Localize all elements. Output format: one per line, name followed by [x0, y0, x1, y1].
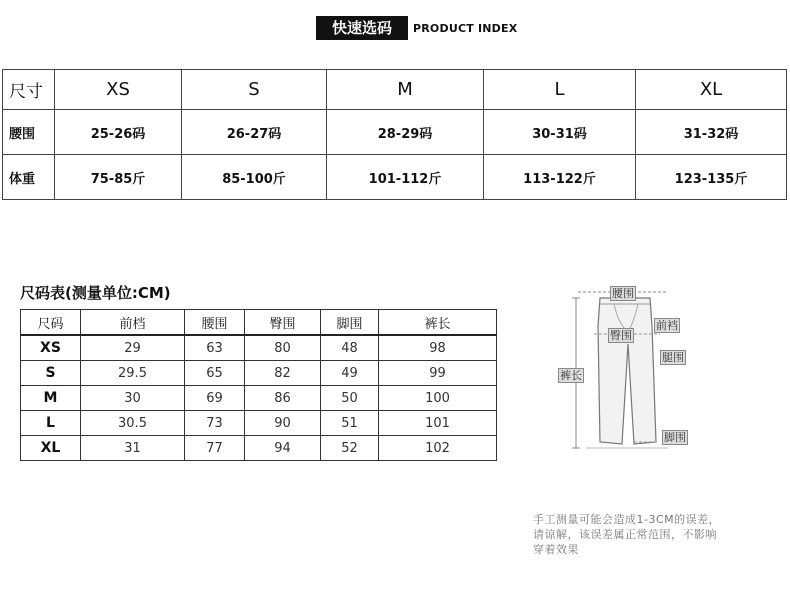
value-cell: 63: [185, 335, 245, 361]
col-header: 腰围: [185, 310, 245, 336]
quick-cell: XS: [55, 70, 182, 110]
quick-cell: S: [182, 70, 327, 110]
quick-cell: L: [484, 70, 636, 110]
value-cell: 80: [245, 335, 321, 361]
quick-row-weight: [3, 155, 787, 200]
value-cell: 30.5: [81, 411, 185, 436]
label-thigh: 腿围: [662, 351, 684, 364]
size-cell: M: [21, 386, 81, 411]
table-row: [21, 361, 497, 386]
quick-cell: 28-29码: [327, 110, 484, 155]
value-cell: 102: [379, 436, 497, 461]
header-title: 快速选码: [316, 16, 408, 40]
quick-row-label: 体重: [3, 155, 55, 200]
size-cell: L: [21, 411, 81, 436]
quick-cell: 31-32码: [636, 110, 787, 155]
value-cell: 51: [321, 411, 379, 436]
page-header: [0, 16, 790, 42]
pants-measurement-diagram: [548, 282, 708, 458]
table-row: [21, 386, 497, 411]
value-cell: 29: [81, 335, 185, 361]
value-cell: 73: [185, 411, 245, 436]
value-cell: 101: [379, 411, 497, 436]
size-cell: XL: [21, 436, 81, 461]
value-cell: 100: [379, 386, 497, 411]
value-cell: 50: [321, 386, 379, 411]
quick-cell: 75-85斤: [55, 155, 182, 200]
quick-cell: 123-135斤: [636, 155, 787, 200]
table-row: [21, 335, 497, 361]
table-row: [21, 436, 497, 461]
value-cell: 48: [321, 335, 379, 361]
value-cell: 98: [379, 335, 497, 361]
quick-cell: 101-112斤: [327, 155, 484, 200]
col-header: 裤长: [379, 310, 497, 336]
header-subtitle: PRODUCT INDEX: [413, 22, 518, 35]
table-header-row: [21, 310, 497, 336]
size-cell: S: [21, 361, 81, 386]
value-cell: 86: [245, 386, 321, 411]
quick-size-table: [2, 69, 787, 200]
value-cell: 49: [321, 361, 379, 386]
value-cell: 90: [245, 411, 321, 436]
quick-row-waist: [3, 110, 787, 155]
quick-cell: XL: [636, 70, 787, 110]
label-hem: 脚围: [664, 431, 686, 444]
size-chart-table: [20, 309, 497, 461]
label-waist: 腰围: [612, 287, 634, 300]
value-cell: 77: [185, 436, 245, 461]
col-header: 臀围: [245, 310, 321, 336]
quick-row-size: [3, 70, 787, 110]
table-row: [21, 411, 497, 436]
col-header: 脚围: [321, 310, 379, 336]
size-cell: XS: [21, 335, 81, 361]
quick-cell: 25-26码: [55, 110, 182, 155]
value-cell: 65: [185, 361, 245, 386]
label-length: 裤长: [560, 369, 582, 382]
value-cell: 94: [245, 436, 321, 461]
value-cell: 29.5: [81, 361, 185, 386]
value-cell: 69: [185, 386, 245, 411]
measurement-note: 手工测量可能会造成1-3CM的误差，请谅解，该误差属正常范围，不影响穿着效果: [533, 513, 721, 556]
label-hip: 臀围: [610, 329, 632, 342]
label-rise: 前裆: [656, 319, 678, 332]
quick-cell: M: [327, 70, 484, 110]
quick-cell: 26-27码: [182, 110, 327, 155]
quick-cell: 113-122斤: [484, 155, 636, 200]
value-cell: 30: [81, 386, 185, 411]
value-cell: 52: [321, 436, 379, 461]
detail-table-title: 尺码表(测量单位:CM): [20, 284, 171, 302]
value-cell: 31: [81, 436, 185, 461]
quick-row-label: 尺寸: [3, 70, 55, 110]
quick-cell: 85-100斤: [182, 155, 327, 200]
col-header: 前档: [81, 310, 185, 336]
quick-row-label: 腰围: [3, 110, 55, 155]
value-cell: 82: [245, 361, 321, 386]
col-header: 尺码: [21, 310, 81, 336]
value-cell: 99: [379, 361, 497, 386]
quick-cell: 30-31码: [484, 110, 636, 155]
